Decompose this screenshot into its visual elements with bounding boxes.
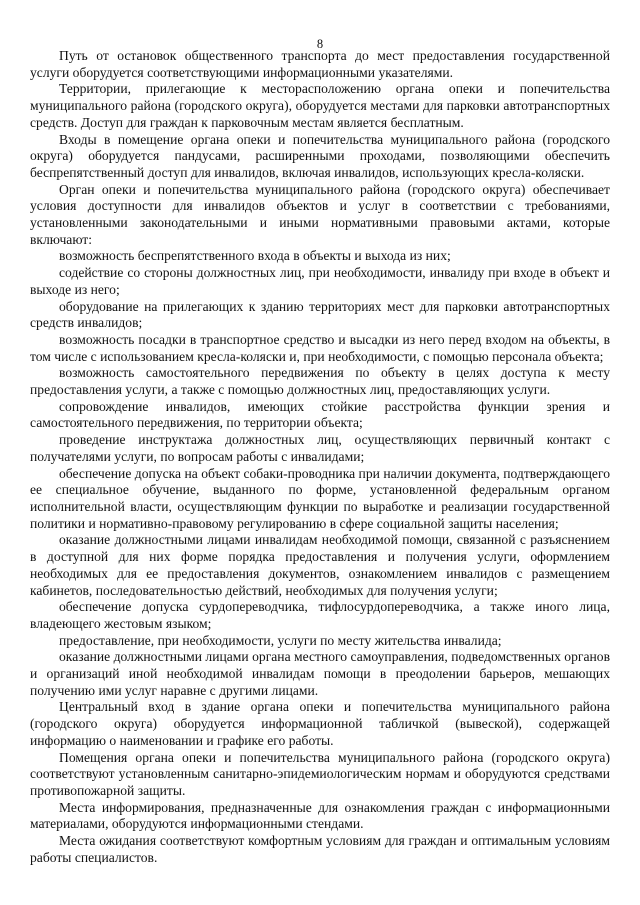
list-item-barrier-help: оказание должностными лицами органа местного самоуправления, подведомственных органов и организаций иной необходимой инвалидам помощи в преодолении барьеров, мешающих получению ими услуг наравне с другими лицами. [30,649,610,698]
list-item-staff-briefing: проведение инструктажа должностных лиц, осуществляющих первичный контакт с получателями услуги, по вопросам работы с инвалидами; [30,432,610,464]
paragraph-waiting-areas: Места ожидания соответствуют комфортным условиям для граждан и оптимальным условиям работы специалистов. [30,833,610,865]
document-body [30,48,610,866]
list-item-sign-interpreter: обеспечение допуска сурдопереводчика, тифлосурдопереводчика, а также иного лица, владеющего жестовым языком; [30,599,610,631]
list-item-vehicle-boarding: возможность посадки в транспортное средство и высадки из него перед входом на объекты, в том числе с использованием кресла-коляски и, при необходимости, с помощью персонала объекта; [30,331,610,364]
list-item-staff-help: оказание должностными лицами инвалидам необходимой помощи, связанной с разъяснением в доступной для них форме порядка предоставления и получения услуги, оформлением необходимых для ее предоставления документов, ознакомлением инвалидов с размещением кабинетов, последовательностью действий, необходимых для получения услуги; [30,532,610,598]
paragraph-transport-signs: Путь от остановок общественного транспорта до мест предоставления государственной услуги оборудуется соответствующими информационными указателями. [30,48,610,80]
paragraph-premises-norms: Помещения органа опеки и попечительства муниципального района (городского округа) соответствуют установленным санитарно-эпидемиологическим нормам и оборудуются средствами противопожарной защиты. [30,749,610,798]
list-item-disabled-parking: оборудование на прилегающих к зданию территориях мест для парковки автотранспортных средств инвалидов; [30,298,610,331]
paragraph-central-entrance: Центральный вход в здание органа опеки и попечительства муниципального района (городского округа) оборудуется информационной табличкой (вывеской), содержащей информацию о наименовании и графике его работы. [30,699,610,748]
list-item-escort: сопровождение инвалидов, имеющих стойкие расстройства функции зрения и самостоятельного передвижения, по территории объекта; [30,398,610,431]
list-item-staff-assistance: содействие со стороны должностных лиц, при необходимости, инвалиду при входе в объект и выходе из него; [30,265,610,297]
paragraph-accessibility-conditions: Орган опеки и попечительства муниципального района (городского округа) обеспечивает условия доступности для инвалидов объектов и услуг в соответствии с требованиями, установленными законодательными и иными нормативными правовыми актами, которые включают: [30,181,610,247]
paragraph-parking: Территории, прилегающие к месторасположению органа опеки и попечительства муниципального района (городского округа), оборудуется местами для парковки автотранспортных средств. Доступ для граждан к парковочным местам является бесплатным. [30,81,610,130]
page-number: 8 [316,37,324,51]
list-item-home-service: предоставление, при необходимости, услуги по месту жительства инвалида; [59,632,502,648]
list-item-guide-dog: обеспечение допуска на объект собаки-проводника при наличии документа, подтверждающего ее специальное обучение, выданного по форме, установленной федеральным органом исполнительной власти, осуществляющим функции по выработке и реализации государственной политики и нормативно-правовому регулированию в сфере социальной защиты населения; [30,465,610,531]
list-item-independent-movement: возможность самостоятельного передвижения по объекту в целях доступа к месту предоставления услуги, а также с помощью должностных лиц, предоставляющих услуги. [30,365,610,398]
paragraph-information-stands: Места информирования, предназначенные для ознакомления граждан с информационными материалами, оборудуются информационными стендами. [30,799,610,832]
list-item-entry-exit: возможность беспрепятственного входа в объекты и выхода из них; [59,248,451,264]
paragraph-entrances: Входы в помещение органа опеки и попечительства муниципального района (городского округа) оборудуется пандусами, расширенными проходами, позволяющими обеспечить беспрепятственный доступ для инвалидов, включая инвалидов, использующих кресла-коляски. [30,131,610,180]
